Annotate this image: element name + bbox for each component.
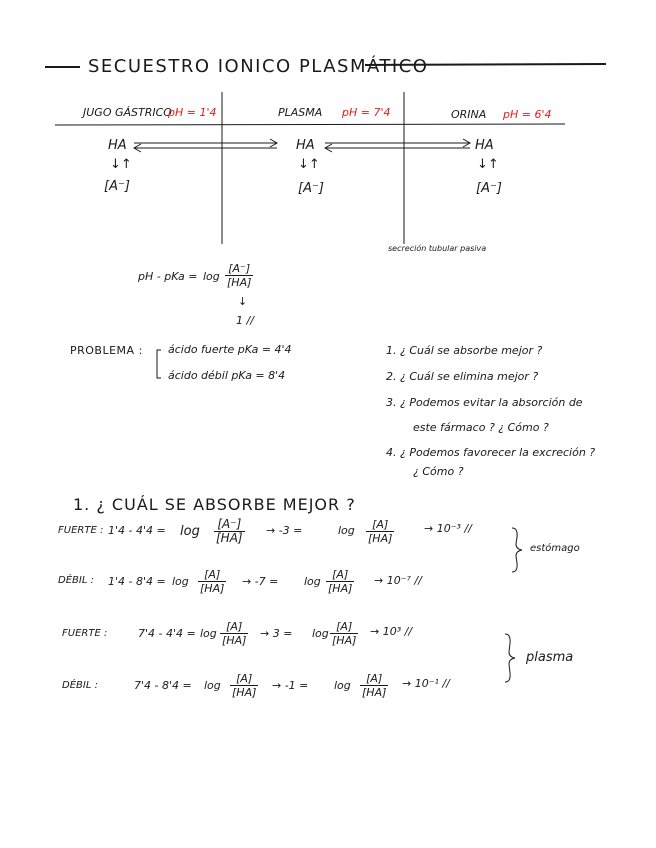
henderson-lhs: pH - pKa = — [138, 270, 198, 283]
row4-fraction2 — [360, 672, 388, 699]
row4-result: → 10⁻¹ // — [402, 677, 450, 690]
row2-den2: [HA] — [328, 582, 353, 595]
question-3-cont: este fármaco ? ¿ Cómo ? — [413, 421, 549, 434]
brace-label-plasma: plasma — [526, 650, 574, 665]
row2-log: log — [172, 575, 189, 588]
row2-label: DÉBIL : — [58, 575, 94, 586]
row3-fraction — [220, 620, 248, 647]
row1-mid: → -3 = — [266, 524, 303, 537]
row2-num: [A] — [204, 568, 221, 581]
row2-num2: [A] — [332, 568, 349, 581]
row4-den2: [HA] — [362, 686, 387, 699]
henderson-result: 1 // — [236, 314, 254, 327]
question-4: 4. ¿ Podemos favorecer la excreción ? — [386, 446, 596, 459]
gastric-ha: HA — [108, 138, 127, 153]
row3-result: → 10³ // — [370, 625, 413, 638]
henderson-fraction — [225, 262, 253, 289]
compartment-ph-orina: pH = 6'4 — [503, 108, 552, 121]
compartment-name-orina: ORINA — [451, 108, 487, 121]
plasma-ha: HA — [296, 138, 315, 153]
row3-den2: [HA] — [332, 634, 357, 647]
equilibrium-arrow-1 — [134, 139, 277, 152]
question-1: 1. ¿ Cuál se absorbe mejor ? — [386, 344, 543, 357]
row1-label: FUERTE : — [58, 525, 104, 536]
row2-mid: → -7 = — [242, 575, 279, 588]
henderson-den: [HA] — [227, 276, 252, 289]
brace-plasma — [505, 634, 515, 682]
row3-num2: [A] — [336, 620, 353, 633]
henderson-arrow: ↓ — [238, 295, 248, 308]
orina-arrows: ↓↑ — [477, 157, 499, 172]
row2-log2: log — [304, 575, 321, 588]
row1-num2: [A] — [372, 518, 389, 531]
row3-log2: log — [312, 627, 329, 640]
row1-den: [HA] — [216, 531, 243, 545]
secretion-note: secreción tubular pasiva — [388, 244, 487, 253]
row2-expr: 1'4 - 8'4 = — [108, 575, 166, 588]
plasma-arrows: ↓↑ — [298, 157, 320, 172]
row4-log2: log — [334, 679, 351, 692]
row4-log: log — [204, 679, 221, 692]
orina-ion: [A⁻] — [476, 181, 502, 196]
brace-label-estomago: estómago — [530, 543, 580, 554]
equilibrium-arrow-2 — [325, 139, 470, 152]
compartment-ph-plasma: pH = 7'4 — [342, 106, 391, 119]
plasma-ion: [A⁻] — [298, 181, 324, 196]
compartment-divider-horizontal — [55, 124, 565, 125]
row3-num: [A] — [226, 620, 243, 633]
compartment-ph-gastric: pH = 1'4 — [168, 106, 217, 119]
problema-label: PROBLEMA : — [70, 344, 143, 357]
row2-den: [HA] — [200, 582, 225, 595]
row4-label: DÉBIL : — [62, 680, 98, 691]
row4-expr: 7'4 - 8'4 = — [134, 679, 192, 692]
row1-num: [A⁻] — [217, 517, 242, 531]
problema-line-1: ácido fuerte pKa = 4'4 — [168, 343, 292, 356]
row1-log2: log — [338, 524, 355, 537]
row3-den: [HA] — [222, 634, 247, 647]
section1-heading: 1. ¿ CUÁL SE ABSORBE MEJOR ? — [73, 495, 356, 514]
row2-result: → 10⁻⁷ // — [374, 574, 422, 587]
orina-ha: HA — [475, 138, 494, 153]
row1-fraction — [214, 518, 245, 545]
row4-fraction — [230, 672, 258, 699]
row3-label: FUERTE : — [62, 628, 108, 639]
brace-estomago — [512, 528, 522, 572]
compartment-name-plasma: PLASMA — [278, 106, 323, 119]
gastric-ion: [A⁻] — [104, 179, 130, 194]
problema-bracket — [157, 350, 161, 378]
page-title: SECUESTRO IONICO PLASMÁTICO — [88, 56, 429, 77]
problema-line-2: ácido débil pKa = 8'4 — [168, 369, 286, 382]
row1-fraction2 — [366, 518, 394, 545]
gastric-arrows: ↓↑ — [110, 157, 132, 172]
row3-mid: → 3 = — [260, 627, 293, 640]
question-2: 2. ¿ Cuál se elimina mejor ? — [386, 370, 539, 383]
row4-mid: → -1 = — [272, 679, 309, 692]
row2-fraction — [198, 568, 226, 595]
row1-result: → 10⁻³ // — [424, 522, 472, 535]
henderson-num: [A⁻] — [228, 262, 251, 275]
row4-den: [HA] — [232, 686, 257, 699]
row1-den2: [HA] — [368, 532, 393, 545]
row4-num2: [A] — [366, 672, 383, 685]
question-3: 3. ¿ Podemos evitar la absorción de — [386, 396, 583, 409]
row3-log: log — [200, 627, 217, 640]
row3-fraction2 — [330, 620, 358, 647]
compartment-name-gastric: JUGO GÁSTRICO — [83, 106, 172, 119]
row2-fraction2 — [326, 568, 354, 595]
henderson-log: log — [203, 270, 220, 283]
row1-expr: 1'4 - 4'4 = — [108, 524, 166, 537]
row4-num: [A] — [236, 672, 253, 685]
row3-expr: 7'4 - 4'4 = — [138, 627, 196, 640]
question-4-cont: ¿ Cómo ? — [413, 465, 464, 478]
row1-log: log — [180, 524, 200, 539]
